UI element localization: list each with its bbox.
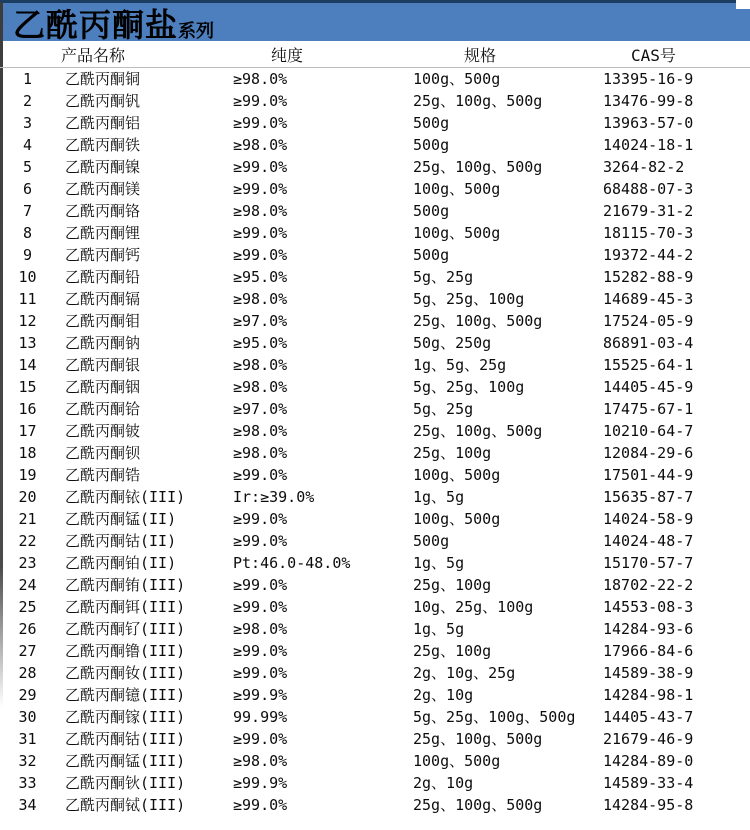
product-name: 乙酰丙酮铪 — [65, 400, 141, 418]
table-row — [0, 266, 750, 288]
spec-value: 100g、500g — [413, 70, 501, 88]
cas-number: 14024-18-1 — [603, 136, 694, 154]
purity-value: ≥99.0% — [233, 796, 288, 814]
column-header-purity: 纯度 — [233, 41, 413, 68]
purity-value: ≥99.0% — [233, 158, 288, 176]
table-row — [0, 706, 750, 728]
purity-value: ≥99.0% — [233, 598, 288, 616]
table-row — [0, 772, 750, 794]
row-index: 30 — [18, 708, 37, 726]
row-index: 17 — [18, 422, 37, 440]
column-header-name: 产品名称 — [55, 41, 233, 68]
purity-value: ≥99.0% — [233, 532, 288, 550]
table-row — [0, 464, 750, 486]
spec-value: 100g、500g — [413, 224, 501, 242]
column-header-index — [0, 41, 55, 68]
cas-number: 17966-84-6 — [603, 642, 694, 660]
cas-number: 15635-87-7 — [603, 488, 694, 506]
row-index: 7 — [22, 202, 33, 220]
purity-value: ≥97.0% — [233, 312, 288, 330]
spec-value: 1g、5g — [413, 554, 465, 572]
cas-number: 21679-31-2 — [603, 202, 694, 220]
cas-number: 13963-57-0 — [603, 114, 694, 132]
product-name: 乙酰丙酮镥(III) — [65, 642, 186, 660]
purity-value: ≥98.0% — [233, 290, 288, 308]
cas-number: 14553-08-3 — [603, 598, 694, 616]
product-table — [0, 41, 750, 816]
table-row — [0, 288, 750, 310]
product-name: 乙酰丙酮铜 — [65, 70, 141, 88]
row-index: 21 — [18, 510, 37, 528]
cas-number: 14589-38-9 — [603, 664, 694, 682]
cas-number: 18702-22-2 — [603, 576, 694, 594]
table-row — [0, 596, 750, 618]
column-header-spec: 规格 — [413, 41, 603, 68]
purity-value: ≥98.0% — [233, 356, 288, 374]
product-name: 乙酰丙酮铕(III) — [65, 576, 186, 594]
cas-number: 12084-29-6 — [603, 444, 694, 462]
purity-value: ≥99.0% — [233, 466, 288, 484]
row-index: 6 — [22, 180, 33, 198]
cas-number: 13395-16-9 — [603, 70, 694, 88]
row-index: 29 — [18, 686, 37, 704]
spec-value: 25g、100g、500g — [413, 92, 543, 110]
table-row — [0, 574, 750, 596]
purity-value: ≥99.0% — [233, 642, 288, 660]
table-row — [0, 134, 750, 156]
purity-value: ≥98.0% — [233, 70, 288, 88]
spec-value: 25g、100g、500g — [413, 422, 543, 440]
purity-value: ≥99.0% — [233, 664, 288, 682]
product-name: 乙酰丙酮钠 — [65, 334, 141, 352]
product-name: 乙酰丙酮镱(III) — [65, 686, 186, 704]
row-index: 1 — [22, 70, 33, 88]
product-name: 乙酰丙酮铁 — [65, 136, 141, 154]
table-row — [0, 618, 750, 640]
spec-value: 500g — [413, 114, 450, 132]
product-name: 乙酰丙酮铒(III) — [65, 598, 186, 616]
row-index: 12 — [18, 312, 37, 330]
table-row — [0, 486, 750, 508]
spec-value: 25g、100g — [413, 576, 492, 594]
spec-value: 50g、250g — [413, 334, 492, 352]
purity-value: ≥97.0% — [233, 400, 288, 418]
purity-value: ≥99.9% — [233, 686, 288, 704]
cas-number: 14284-93-6 — [603, 620, 694, 638]
spec-value: 100g、500g — [413, 510, 501, 528]
table-row — [0, 354, 750, 376]
purity-value: ≥99.0% — [233, 730, 288, 748]
row-index: 23 — [18, 554, 37, 572]
product-name: 乙酰丙酮铱(III) — [65, 488, 186, 506]
purity-value: ≥98.0% — [233, 444, 288, 462]
product-name: 乙酰丙酮钒 — [65, 92, 141, 110]
row-index: 31 — [18, 730, 37, 748]
table-row — [0, 398, 750, 420]
table-row — [0, 200, 750, 222]
row-index: 3 — [22, 114, 33, 132]
product-name: 乙酰丙酮镉 — [65, 290, 141, 308]
table-row — [0, 662, 750, 684]
spec-value: 1g、5g — [413, 620, 465, 638]
cas-number: 14284-95-8 — [603, 796, 694, 814]
purity-value: ≥98.0% — [233, 136, 288, 154]
spec-value: 5g、25g、100g — [413, 290, 525, 308]
spec-value: 500g — [413, 202, 450, 220]
table-row — [0, 508, 750, 530]
column-header-cas: CAS号 — [603, 41, 750, 68]
spec-value: 100g、500g — [413, 180, 501, 198]
product-name: 乙酰丙酮钕(III) — [65, 664, 186, 682]
spec-value: 5g、25g、100g — [413, 378, 525, 396]
purity-value: ≥99.0% — [233, 114, 288, 132]
row-index: 15 — [18, 378, 37, 396]
cas-number: 14589-33-4 — [603, 774, 694, 792]
spec-value: 500g — [413, 532, 450, 550]
spec-value: 1g、5g — [413, 488, 465, 506]
table-row — [0, 112, 750, 134]
row-index: 13 — [18, 334, 37, 352]
top-right-corner-notch — [736, 0, 750, 9]
product-name: 乙酰丙酮铍 — [65, 422, 141, 440]
table-row — [0, 376, 750, 398]
cas-number: 17501-44-9 — [603, 466, 694, 484]
table-row — [0, 244, 750, 266]
cas-number: 14284-98-1 — [603, 686, 694, 704]
spec-value: 2g、10g — [413, 686, 474, 704]
table-row — [0, 310, 750, 332]
table-row — [0, 332, 750, 354]
product-name: 乙酰丙酮银 — [65, 356, 141, 374]
cas-number: 18115-70-3 — [603, 224, 694, 242]
page-title-suffix: 系列 — [178, 21, 215, 41]
row-index: 4 — [22, 136, 33, 154]
spec-value: 25g、100g — [413, 444, 492, 462]
spec-value: 2g、10g — [413, 774, 474, 792]
cas-number: 15282-88-9 — [603, 268, 694, 286]
product-name: 乙酰丙酮锰(III) — [65, 752, 186, 770]
purity-value: 99.99% — [233, 708, 288, 726]
cas-number: 21679-46-9 — [603, 730, 694, 748]
product-name: 乙酰丙酮铟 — [65, 378, 141, 396]
row-index: 22 — [18, 532, 37, 550]
row-index: 25 — [18, 598, 37, 616]
page-title-main: 乙酰丙酮盐 — [13, 7, 179, 43]
product-name: 乙酰丙酮锰(II) — [65, 510, 177, 528]
purity-value: ≥99.0% — [233, 224, 288, 242]
purity-value: ≥98.0% — [233, 620, 288, 638]
cas-number: 15525-64-1 — [603, 356, 694, 374]
product-name: 乙酰丙酮钴(III) — [65, 730, 186, 748]
spec-value: 25g、100g、500g — [413, 158, 543, 176]
row-index: 18 — [18, 444, 37, 462]
purity-value: ≥99.0% — [233, 510, 288, 528]
table-row — [0, 178, 750, 200]
purity-value: ≥98.0% — [233, 752, 288, 770]
row-index: 16 — [18, 400, 37, 418]
table-header-row — [0, 41, 750, 68]
row-index: 27 — [18, 642, 37, 660]
purity-value: ≥95.0% — [233, 268, 288, 286]
row-index: 2 — [22, 92, 33, 110]
purity-value: ≥98.0% — [233, 202, 288, 220]
row-index: 26 — [18, 620, 37, 638]
purity-value: Ir:≥39.0% — [233, 488, 315, 506]
table-row — [0, 420, 750, 442]
table-row — [0, 68, 750, 91]
product-name: 乙酰丙酮铂(II) — [65, 554, 177, 572]
product-name: 乙酰丙酮镍 — [65, 158, 141, 176]
product-name: 乙酰丙酮钬(III) — [65, 774, 186, 792]
product-name: 乙酰丙酮锆 — [65, 466, 141, 484]
cas-number: 15170-57-7 — [603, 554, 694, 572]
page-title — [13, 2, 214, 41]
spec-value: 5g、25g — [413, 400, 474, 418]
product-name: 乙酰丙酮钙 — [65, 246, 141, 264]
cas-number: 3264-82-2 — [603, 158, 685, 176]
table-row — [0, 156, 750, 178]
cas-number: 14689-45-3 — [603, 290, 694, 308]
product-name: 乙酰丙酮铅 — [65, 268, 141, 286]
row-index: 8 — [22, 224, 33, 242]
row-index: 10 — [18, 268, 37, 286]
product-name: 乙酰丙酮铽(III) — [65, 796, 186, 814]
table-row — [0, 90, 750, 112]
cas-number: 10210-64-7 — [603, 422, 694, 440]
spec-value: 2g、10g、25g — [413, 664, 516, 682]
purity-value: ≥99.0% — [233, 92, 288, 110]
table-row — [0, 442, 750, 464]
product-name: 乙酰丙酮钼 — [65, 312, 141, 330]
purity-value: ≥98.0% — [233, 422, 288, 440]
product-name: 乙酰丙酮钡 — [65, 444, 141, 462]
spec-value: 25g、100g — [413, 642, 492, 660]
product-name: 乙酰丙酮锂 — [65, 224, 141, 242]
table-body — [0, 68, 750, 817]
row-index: 24 — [18, 576, 37, 594]
spec-value: 500g — [413, 246, 450, 264]
spec-value: 1g、5g、25g — [413, 356, 507, 374]
purity-value: ≥99.0% — [233, 576, 288, 594]
table-row — [0, 530, 750, 552]
spec-value: 500g — [413, 136, 450, 154]
row-index: 32 — [18, 752, 37, 770]
cas-number: 13476-99-8 — [603, 92, 694, 110]
purity-value: ≥99.0% — [233, 246, 288, 264]
product-name: 乙酰丙酮镁 — [65, 180, 141, 198]
spec-value: 100g、500g — [413, 752, 501, 770]
product-name: 乙酰丙酮铝 — [65, 114, 141, 132]
row-index: 11 — [18, 290, 37, 308]
spec-value: 25g、100g、500g — [413, 312, 543, 330]
spec-value: 25g、100g、500g — [413, 730, 543, 748]
cas-number: 68488-07-3 — [603, 180, 694, 198]
purity-value: ≥99.0% — [233, 180, 288, 198]
cas-number: 14405-45-9 — [603, 378, 694, 396]
spec-value: 5g、25g、100g、500g — [413, 708, 576, 726]
row-index: 19 — [18, 466, 37, 484]
cas-number: 19372-44-2 — [603, 246, 694, 264]
row-index: 20 — [18, 488, 37, 506]
purity-value: ≥99.9% — [233, 774, 288, 792]
spec-value: 100g、500g — [413, 466, 501, 484]
purity-value: ≥98.0% — [233, 378, 288, 396]
purity-value: ≥95.0% — [233, 334, 288, 352]
product-name: 乙酰丙酮铬 — [65, 202, 141, 220]
table-row — [0, 640, 750, 662]
cas-number: 14405-43-7 — [603, 708, 694, 726]
spec-value: 5g、25g — [413, 268, 474, 286]
row-index: 28 — [18, 664, 37, 682]
cas-number: 17524-05-9 — [603, 312, 694, 330]
row-index: 9 — [22, 246, 33, 264]
product-name: 乙酰丙酮钌(III) — [65, 620, 186, 638]
row-index: 5 — [22, 158, 33, 176]
table-row — [0, 794, 750, 816]
table-row — [0, 750, 750, 772]
purity-value: Pt:46.0-48.0% — [233, 554, 351, 572]
cas-number: 17475-67-1 — [603, 400, 694, 418]
cas-number: 86891-03-4 — [603, 334, 694, 352]
table-row — [0, 222, 750, 244]
cas-number: 14024-48-7 — [603, 532, 694, 550]
cas-number: 14284-89-0 — [603, 752, 694, 770]
title-header-band — [0, 0, 750, 41]
table-row — [0, 552, 750, 574]
spec-value: 10g、25g、100g — [413, 598, 534, 616]
product-name: 乙酰丙酮镓(III) — [65, 708, 186, 726]
row-index: 33 — [18, 774, 37, 792]
row-index: 14 — [18, 356, 37, 374]
table-row — [0, 728, 750, 750]
product-name: 乙酰丙酮钴(II) — [65, 532, 177, 550]
spec-value: 25g、100g、500g — [413, 796, 543, 814]
row-index: 34 — [18, 796, 37, 814]
cas-number: 14024-58-9 — [603, 510, 694, 528]
table-row — [0, 684, 750, 706]
